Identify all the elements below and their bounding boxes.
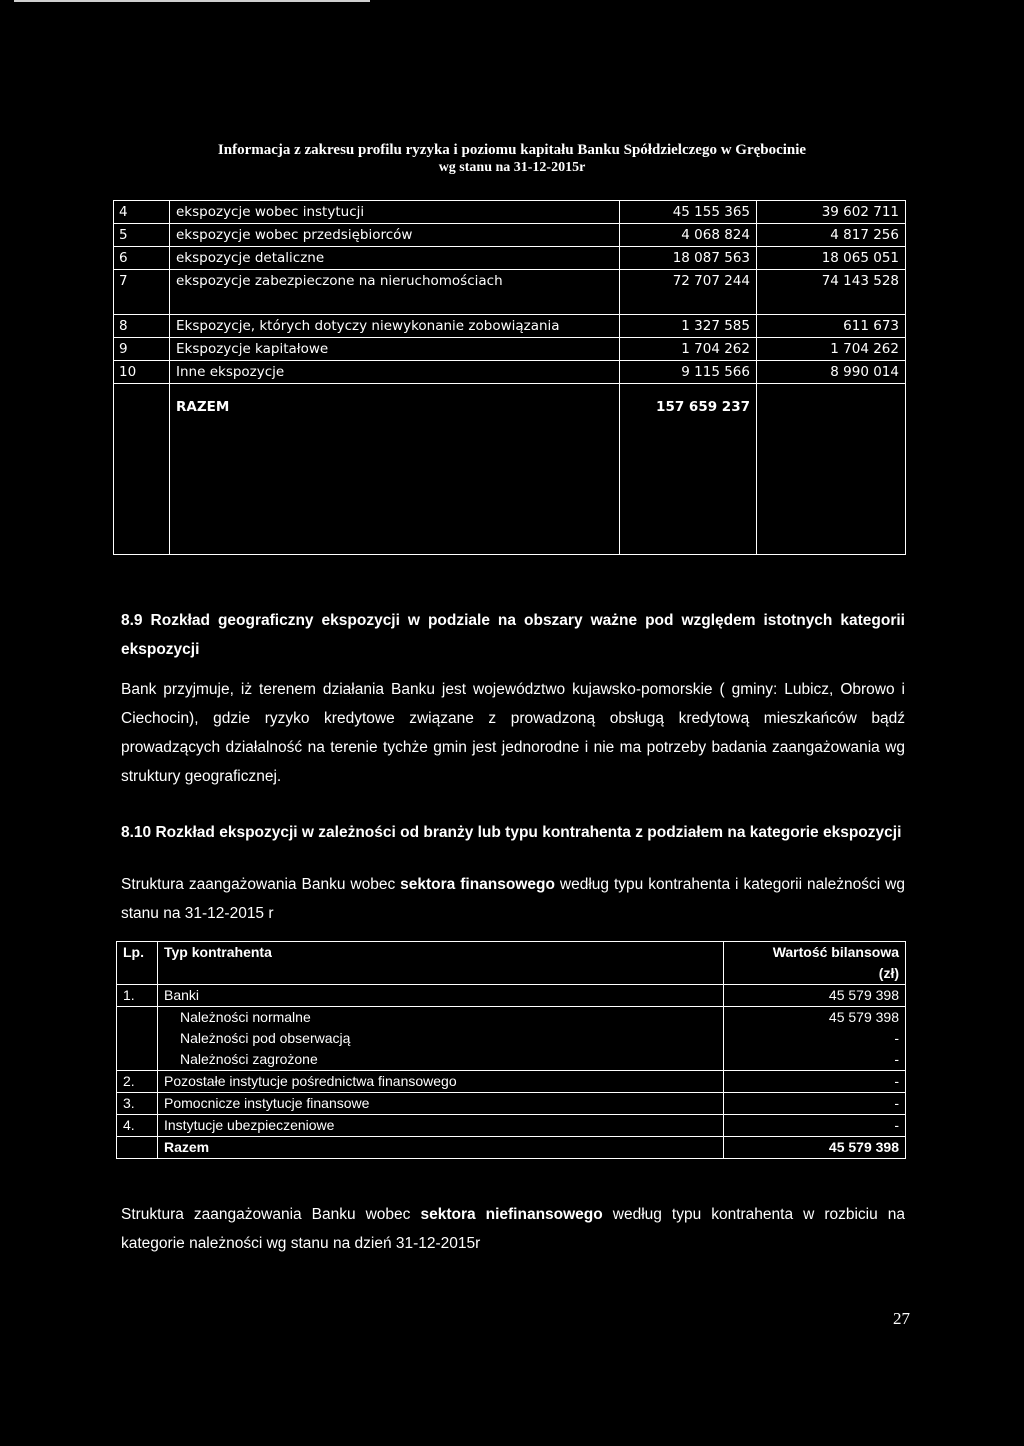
section-8-9-heading: 8.9 Rozkład geograficzny ekspozycji w podziale na obszary ważne pod względem istotnych kategorii ekspozycji	[121, 612, 905, 658]
section-8-10-intro: Struktura zaangażowania Banku wobec sektora finansowego według typu kontrahenta i kategorii należności wg stanu na 31-12-2015 r	[121, 876, 905, 922]
balance-value: -	[724, 1071, 906, 1093]
value-prior: 39 602 711	[757, 201, 906, 224]
section-8-10-heading: 8.10 Rozkład ekspozycji w zależności od branży lub typu kontrahenta z podziałem na kategorie ekspozycji	[121, 824, 902, 841]
value-current: 18 087 563	[620, 247, 757, 270]
table-row	[117, 1071, 906, 1093]
exposure-class: ekspozycje detaliczne	[170, 247, 620, 270]
row-number	[117, 1007, 158, 1029]
table-header-row	[117, 942, 906, 964]
total-row	[114, 384, 906, 555]
value-prior: 18 065 051	[757, 247, 906, 270]
value-current: 1 327 585	[620, 315, 757, 338]
value-current: 72 707 244	[620, 270, 757, 315]
header-blank-2	[158, 963, 724, 985]
balance-value: -	[724, 1049, 906, 1071]
balance-value: -	[724, 1115, 906, 1137]
table-row	[114, 315, 906, 338]
value-current: 4 068 824	[620, 224, 757, 247]
column-header-lp: Lp.	[117, 942, 158, 964]
row-number	[117, 1049, 158, 1071]
table-row	[117, 1093, 906, 1115]
row-number: 10	[114, 361, 170, 384]
section-8-9-body: Bank przyjmuje, iż terenem działania Banku jest województwo kujawsko-pomorskie ( gminy: Lubicz, Obrowo i Ciechocin), gdzie ryzyko kredytowe związane z prowadzoną obsługą kredytową mieszkańców bądź prowadzących działalność na terenie tychże gmin jest jednorodne i nie ma potrzeby badania zaangażowania wg struktury geograficznej.	[121, 681, 905, 785]
value-prior: 1 704 262	[757, 338, 906, 361]
table-row	[114, 361, 906, 384]
closing-paragraph: Struktura zaangażowania Banku wobec sektora niefinansowego według typu kontrahenta w rozbiciu na kategorie należności wg stanu na dzień 31-12-2015r	[121, 1206, 906, 1252]
value-current: 1 704 262	[620, 338, 757, 361]
counterparty-type: Pozostałe instytucje pośrednictwa finansowego	[158, 1071, 724, 1093]
table-row	[114, 201, 906, 224]
counterparty-type: Instytucje ubezpieczeniowe	[158, 1115, 724, 1137]
balance-value: 45 579 398	[724, 985, 906, 1007]
counterparty-type: Należności normalne	[158, 1007, 724, 1029]
value-prior: 74 143 528	[757, 270, 906, 315]
table-row	[117, 1028, 906, 1049]
total-label: Razem	[158, 1137, 724, 1159]
row-number: 4.	[117, 1115, 158, 1137]
counterparty-type: Pomocnicze instytucje finansowe	[158, 1093, 724, 1115]
page-header-date: wg stanu na 31-12-2015r	[438, 160, 586, 175]
counterparty-type: Banki	[158, 985, 724, 1007]
counterparty-type: Należności pod obserwacją	[158, 1028, 724, 1049]
balance-value: -	[724, 1093, 906, 1115]
row-number: 1.	[117, 985, 158, 1007]
top-rule	[14, 0, 370, 2]
column-header-type: Typ kontrahenta	[158, 942, 724, 964]
exposure-class: Ekspozycje, których dotyczy niewykonanie zobowiązania	[170, 315, 620, 338]
table-row	[117, 1115, 906, 1137]
exposure-class: Ekspozycje kapitałowe	[170, 338, 620, 361]
total-row	[117, 1137, 906, 1159]
table-row	[117, 985, 906, 1007]
row-number: 4	[114, 201, 170, 224]
total-label: RAZEM	[170, 384, 620, 555]
table-row	[114, 247, 906, 270]
value-prior: 4 817 256	[757, 224, 906, 247]
row-number: 8	[114, 315, 170, 338]
page-number: 27	[893, 1309, 910, 1328]
total-value: 157 659 237	[620, 384, 757, 555]
value-prior: 8 990 014	[757, 361, 906, 384]
total-blank-2	[757, 384, 906, 555]
balance-value: 45 579 398	[724, 1007, 906, 1029]
total-blank	[114, 384, 170, 555]
value-current: 9 115 566	[620, 361, 757, 384]
value-prior: 611 673	[757, 315, 906, 338]
financial-sector-table	[116, 941, 906, 1159]
row-number: 2.	[117, 1071, 158, 1093]
row-number: 7	[114, 270, 170, 315]
total-blank	[117, 1137, 158, 1159]
row-number: 9	[114, 338, 170, 361]
row-number: 5	[114, 224, 170, 247]
table-row	[117, 1049, 906, 1071]
exposure-class: Inne ekspozycje	[170, 361, 620, 384]
row-number: 6	[114, 247, 170, 270]
table-row	[114, 270, 906, 315]
exposure-class-table	[113, 200, 906, 555]
table-row	[114, 224, 906, 247]
table-row	[114, 338, 906, 361]
exposure-class: ekspozycje zabezpieczone na nieruchomościach	[170, 270, 620, 315]
page-header-title: Informacja z zakresu profilu ryzyka i poziomu kapitału Banku Spółdzielczego w Grębocinie	[217, 142, 807, 158]
table-header-row-2	[117, 963, 906, 985]
exposure-class: ekspozycje wobec przedsiębiorców	[170, 224, 620, 247]
value-current: 45 155 365	[620, 201, 757, 224]
header-blank	[117, 963, 158, 985]
balance-value: -	[724, 1028, 906, 1049]
table-row	[117, 1007, 906, 1029]
counterparty-type: Należności zagrożone	[158, 1049, 724, 1071]
row-number: 3.	[117, 1093, 158, 1115]
column-header-unit: (zł)	[724, 963, 906, 985]
row-number	[117, 1028, 158, 1049]
exposure-class: ekspozycje wobec instytucji	[170, 201, 620, 224]
column-header-value: Wartość bilansowa	[724, 942, 906, 964]
total-value: 45 579 398	[724, 1137, 906, 1159]
